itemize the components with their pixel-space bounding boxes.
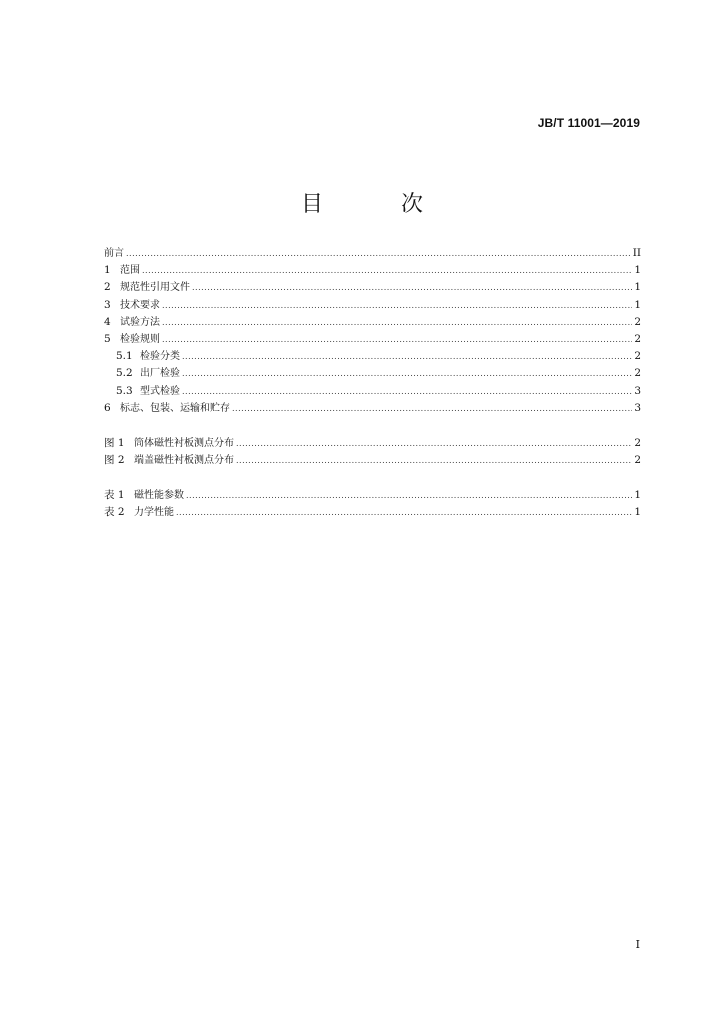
toc-entry-label: 检验规则 <box>120 333 160 345</box>
toc-entry[interactable] <box>104 365 641 382</box>
toc-entry-label: 检验分类 <box>140 351 180 363</box>
toc-tables <box>104 487 641 521</box>
toc-entry-number: 5.2 <box>116 367 133 380</box>
toc-entry-number: 6 <box>104 401 111 414</box>
dot-leader <box>176 504 632 521</box>
dot-leader <box>126 245 631 262</box>
toc-entry-page: II <box>632 247 641 259</box>
toc-entry-page: 2 <box>634 367 641 380</box>
toc-sections <box>104 245 641 417</box>
toc-entry[interactable] <box>104 348 641 365</box>
toc-gap <box>104 417 641 435</box>
table-of-contents <box>104 245 641 522</box>
dot-leader <box>182 383 632 400</box>
page-title: 目 次 <box>300 192 451 217</box>
toc-entry-number: 4 <box>104 315 111 328</box>
toc-entry-number: 2 <box>104 281 111 294</box>
toc-figures <box>104 435 641 469</box>
dot-leader <box>232 400 632 417</box>
toc-entry-label: 力学性能 <box>134 507 174 519</box>
dot-leader <box>162 331 632 348</box>
toc-entry-page: 1 <box>634 264 641 277</box>
toc-entry-page: 2 <box>634 315 641 328</box>
toc-entry-page: 1 <box>634 506 641 519</box>
toc-entry-label: 型式检验 <box>140 385 180 397</box>
toc-entry-label: 规范性引用文件 <box>120 282 190 294</box>
toc-entry-page: 1 <box>634 281 641 294</box>
toc-entry-page: 2 <box>634 350 641 363</box>
page-number: I <box>635 938 640 951</box>
toc-entry[interactable] <box>104 245 641 262</box>
dot-leader <box>162 314 632 331</box>
toc-entry-number: 5.3 <box>116 384 133 397</box>
toc-entry-page: 2 <box>634 454 641 467</box>
toc-entry-number: 3 <box>104 298 111 311</box>
toc-gap <box>104 469 641 487</box>
dot-leader <box>162 297 632 314</box>
toc-entry-number: 图 2 <box>104 454 125 467</box>
toc-entry-number: 图 1 <box>104 436 125 449</box>
toc-entry-number: 表 1 <box>104 489 125 502</box>
dot-leader <box>236 435 632 452</box>
toc-entry-page: 2 <box>634 436 641 449</box>
toc-entry[interactable] <box>104 400 641 417</box>
toc-entry-label: 前言 <box>104 248 124 259</box>
toc-entry-label: 范围 <box>120 265 140 277</box>
toc-entry-number: 5.1 <box>116 350 133 363</box>
dot-leader <box>186 487 632 504</box>
toc-entry[interactable] <box>104 314 641 331</box>
dot-leader <box>182 365 632 382</box>
dot-leader <box>142 262 632 279</box>
toc-entry-label: 试验方法 <box>120 316 160 328</box>
toc-entry[interactable] <box>104 297 641 314</box>
toc-entry[interactable] <box>104 452 641 469</box>
toc-entry-label: 标志、包装、运输和贮存 <box>120 402 230 414</box>
dot-leader <box>182 348 632 365</box>
toc-entry-page: 3 <box>634 384 641 397</box>
toc-entry[interactable] <box>104 279 641 296</box>
toc-entry-label: 端盖磁性衬板测点分布 <box>134 455 234 467</box>
toc-entry[interactable] <box>104 331 641 348</box>
toc-entry-label: 技术要求 <box>120 299 160 311</box>
toc-entry[interactable] <box>104 487 641 504</box>
toc-entry-label: 出厂检验 <box>140 368 180 380</box>
standard-code: JB/T 11001—2019 <box>537 116 640 130</box>
toc-entry-number: 表 2 <box>104 506 125 519</box>
toc-entry-page: 1 <box>634 298 641 311</box>
toc-entry-label: 筒体磁性衬板测点分布 <box>134 437 234 449</box>
toc-entry-page: 2 <box>634 332 641 345</box>
toc-entry-label: 磁性能参数 <box>134 490 184 502</box>
dot-leader <box>192 279 632 296</box>
dot-leader <box>236 452 632 469</box>
toc-entry-page: 3 <box>634 401 641 414</box>
toc-entry[interactable] <box>104 504 641 521</box>
toc-entry[interactable] <box>104 383 641 400</box>
toc-entry[interactable] <box>104 262 641 279</box>
toc-entry-number: 5 <box>104 332 111 345</box>
toc-entry-page: 1 <box>634 489 641 502</box>
toc-entry-number: 1 <box>104 264 111 277</box>
toc-entry[interactable] <box>104 435 641 452</box>
